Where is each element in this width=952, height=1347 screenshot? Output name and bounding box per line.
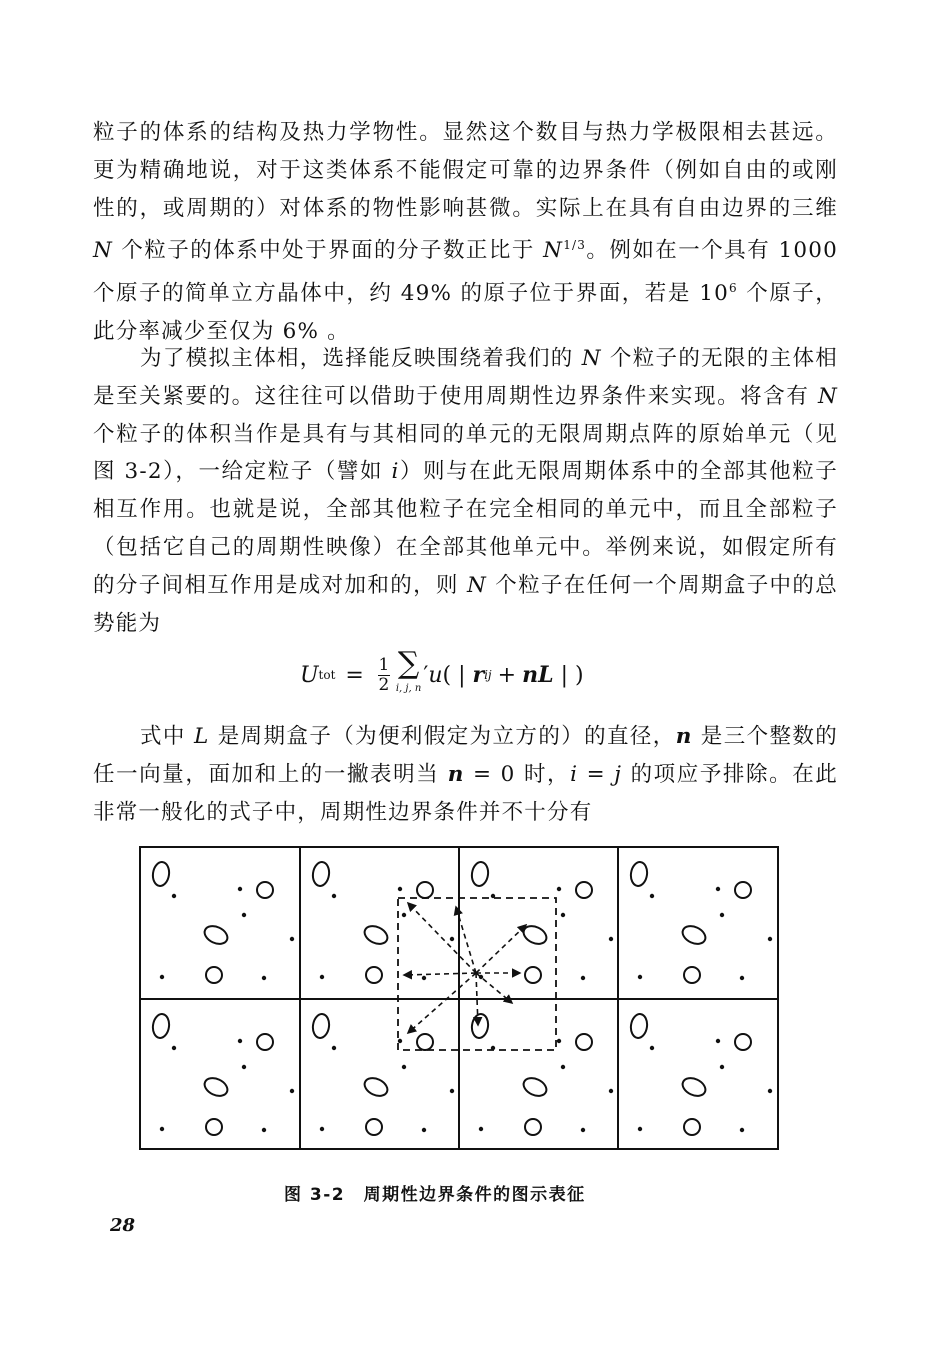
summation: ∑ i, j, n [395,646,422,694]
fraction-half: $\frac{1}{2}$ [378,654,390,695]
paragraph-3: 式中 L 是周期盒子（为便利假定为立方的）的直径，n 是三个整数的任一向量，面加和上的一撇表明当 n = 0 时，i = j 的项应予排除。在此非常一般化的式子中，周期性边界条件并不十分有 [93,724,838,825]
page-number: 28 [110,1215,136,1236]
paragraph-1: 粒子的体系的结构及热力学物性。显然这个数目与热力学极限相去甚远。更为精确地说，对于这类体系不能假定可靠的边界条件（例如自由的或刚性的，或周期的）对体系的物性影响甚微。实际上在具有自由边界的三维 N 个粒子的体系中处于界面的分子数正比于 $N^{1/3}$。例如在一个具有 1000 个原子的简单立方晶体中，约 49% 的原子位于界面，若是 $10^6$ 个原子，此分率减少至仅为 6% 。 [93,120,838,345]
paragraph-2: 为了模拟主体相，选择能反映围绕着我们的 N 个粒子的无限的主体相是至关紧要的。这往往可以借助于使用周期性边界条件来实现。将含有 N 个粒子的体积当作是具有与其相同的单元的无限周期点阵的原始单元（见图 3-2），一给定粒子（譬如 i）则与在此无限周期体系中的全部其他粒子相互作用。也就是说，全部其他粒子在完全相同的单元中，而且全部粒子（包括它自己的周期性映像）在全部其他单元中。举例来说，如假定所有的分子间相互作用是成对加和的，则 N 个粒子在任何一个周期盒子中的总势能为 [93,346,838,636]
figure-caption: 图 3-2 周期性边界条件的图示表征 [284,1185,586,1205]
periodic-boundary-figure [136,843,782,1155]
total-potential-equation: U tot = $\frac{1}{2}$ ∑ i, j, n ′ u ( | r ij + nL | ) [300,650,584,700]
